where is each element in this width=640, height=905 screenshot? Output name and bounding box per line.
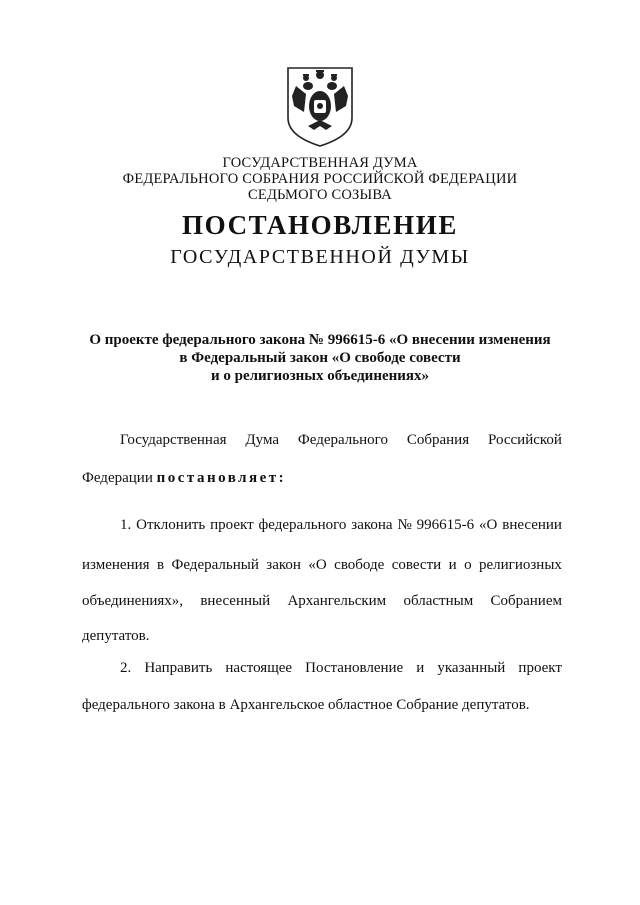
federal-assembly-name: ФЕДЕРАЛЬНОГО СОБРАНИЯ РОССИЙСКОЙ ФЕДЕРАЦИИ: [122, 171, 518, 187]
document-title: ПОСТАНОВЛЕНИЕ: [182, 210, 458, 240]
word: проект: [518, 660, 562, 676]
word: и: [448, 557, 457, 573]
resolves-word: постановляет:: [156, 470, 287, 486]
word: проект: [210, 517, 254, 533]
state-emblem-icon: [286, 66, 354, 148]
word: свободе: [334, 557, 385, 573]
subject-line: О проекте федерального закона № 996615-6 «О внесении изменения: [89, 332, 551, 348]
preamble-text: Федерации: [82, 470, 157, 486]
word: Российской: [488, 432, 562, 448]
word: Постановление: [305, 660, 404, 676]
preamble-line: [82, 470, 286, 487]
word: в: [156, 557, 165, 573]
preamble-line: [120, 432, 562, 449]
word: внесенный: [200, 593, 271, 609]
word: №: [397, 517, 412, 533]
word: религиозных: [479, 557, 562, 573]
convocation: СЕДЬМОГО СОЗЫВА: [248, 187, 392, 203]
item1-line: [82, 557, 562, 574]
word: Дума: [245, 432, 280, 448]
word: Собрания: [406, 432, 470, 448]
word: 996615-6: [416, 517, 475, 533]
word: внесении: [502, 517, 562, 533]
word: указанный: [437, 660, 506, 676]
word: 1.: [120, 517, 132, 533]
word: совести: [391, 557, 442, 573]
word: Государственная: [120, 432, 227, 448]
duma-name: ГОСУДАРСТВЕННАЯ ДУМА: [222, 155, 418, 171]
item1-line: депутатов.: [82, 628, 150, 644]
word: областным: [403, 593, 474, 609]
word: закона: [351, 517, 393, 533]
word: Отклонить: [136, 517, 206, 533]
word: «О: [308, 557, 327, 573]
word: изменения: [82, 557, 150, 573]
word: и: [416, 660, 425, 676]
item1-line: [120, 517, 562, 534]
word: Федерального: [297, 432, 388, 448]
word: о: [464, 557, 472, 573]
word: Архангельским: [287, 593, 387, 609]
item2-line: федерального закона в Архангельское областное Собрание депутатов.: [82, 697, 530, 713]
document-subtitle: ГОСУДАРСТВЕННОЙ ДУМЫ: [170, 246, 470, 268]
subject-line: в Федеральный закон «О свободе совести: [179, 350, 461, 366]
item2-line: [120, 660, 562, 677]
word: федерального: [258, 517, 347, 533]
item1-line: [82, 593, 562, 610]
word: Федеральный: [171, 557, 259, 573]
word: закон: [266, 557, 301, 573]
word: объединениях»,: [82, 593, 184, 609]
subject-line: и о религиозных объединениях»: [210, 368, 430, 384]
word: «О: [479, 517, 498, 533]
word: Направить: [144, 660, 213, 676]
word: настоящее: [225, 660, 293, 676]
word: 2.: [120, 660, 132, 676]
word: Собранием: [490, 593, 562, 609]
